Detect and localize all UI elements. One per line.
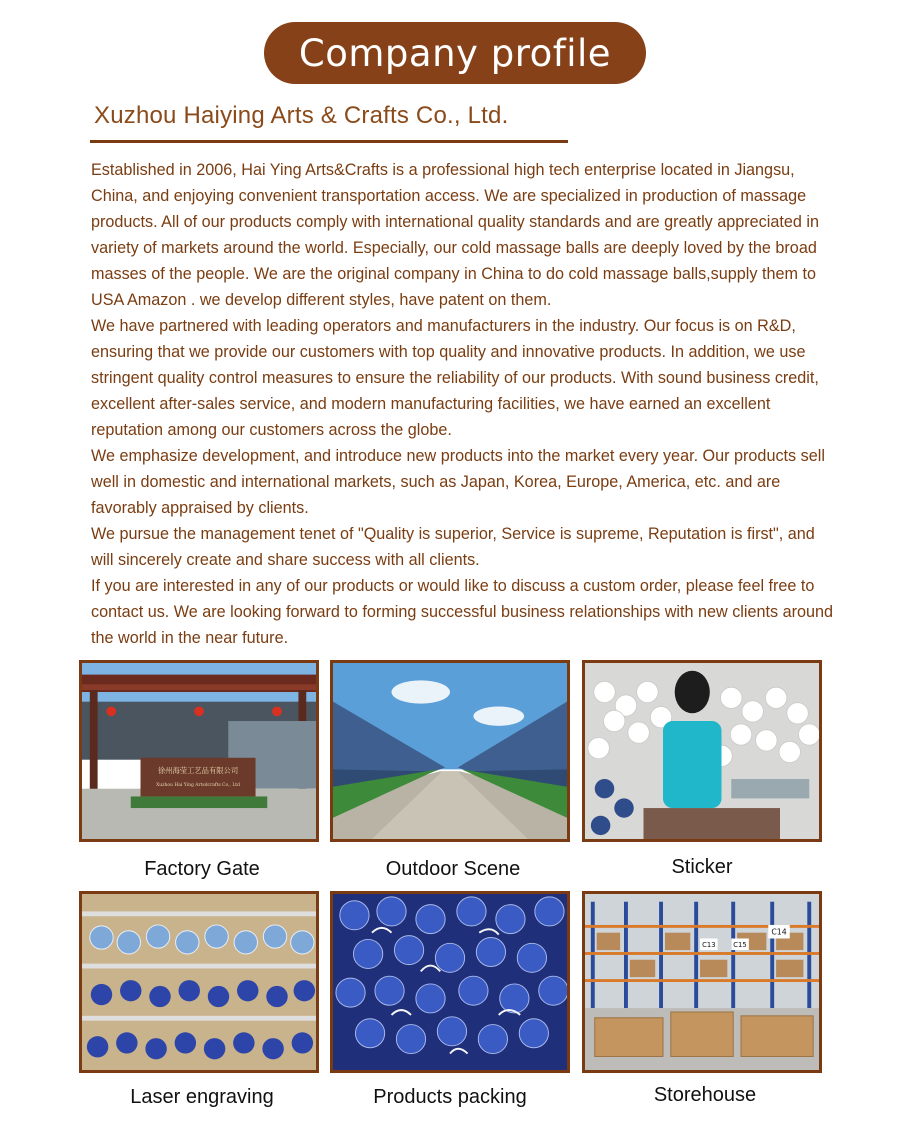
title-underline	[90, 140, 568, 143]
photo-caption: Sticker	[671, 856, 733, 878]
paragraph: We have partnered with leading operators and manufacturers in the industry. Our focus is on R&D, ensuring that we provide our customers with top quality and innovative products. In addition, we use stringent quality control measures to ensure the reliability of our products. With sound business credit, excellent after-sales service, and modern manufacturing facilities, we have earned an excellent reputation among our customers across the globe.	[91, 317, 819, 439]
sticker-photo	[582, 660, 822, 842]
paragraph: We emphasize development, and introduce new products into the market every year. Our products sell well in domestic and international markets, such as Japan, Korea, Europe, America, etc. and are favorably appraised by clients.	[91, 447, 825, 517]
storehouse-photo	[582, 891, 822, 1073]
rack-label: C13	[702, 941, 716, 950]
outdoor-scene-photo	[330, 660, 570, 842]
paragraph: If you are interested in any of our products or would like to discuss a custom order, please feel free to contact us. We are looking forward to forming successful business relationships with new clients around the world in the near future.	[91, 577, 833, 647]
page-title: Company profile	[298, 31, 612, 75]
company-name: Xuzhou Haiying Arts & Crafts Co., Ltd.	[94, 102, 509, 129]
company-description	[91, 157, 841, 651]
photo-caption: Products packing	[373, 1086, 527, 1108]
rack-label: C14	[771, 927, 787, 937]
paragraph: Established in 2006, Hai Ying Arts&Crafts is a professional high tech enterprise located in Jiangsu, China, and enjoying convenient transportation access. We are specialized in production of massage products. All of our products comply with international quality standards and are greatly appreciated in variety of markets around the world. Especially, our cold massage balls are deeply loved by the broad masses of the people. We are the original company in China to do cold massage balls,supply them to USA Amazon . we develop different styles, have patent on them.	[91, 161, 819, 309]
photo-caption: Laser engraving	[130, 1086, 274, 1108]
laser-engraving-photo	[79, 891, 319, 1073]
products-packing-photo	[330, 891, 570, 1073]
gate-sign-cn: 徐州海莹工艺品有限公司	[157, 766, 239, 776]
photo-caption: Storehouse	[653, 1084, 757, 1106]
rack-label: C15	[733, 941, 747, 950]
photo-caption: Outdoor Scene	[385, 858, 521, 880]
gate-sign-en: Xuzhou Hai Ying Artsdcrafts Co., Ltd	[156, 782, 240, 788]
paragraph: We pursue the management tenet of "Quality is superior, Service is supreme, Reputation is first", and will sincerely create and share success with all clients.	[91, 525, 815, 569]
page-title-banner	[264, 22, 646, 84]
photo-caption: Factory Gate	[144, 858, 260, 880]
factory-gate-photo	[79, 660, 319, 842]
